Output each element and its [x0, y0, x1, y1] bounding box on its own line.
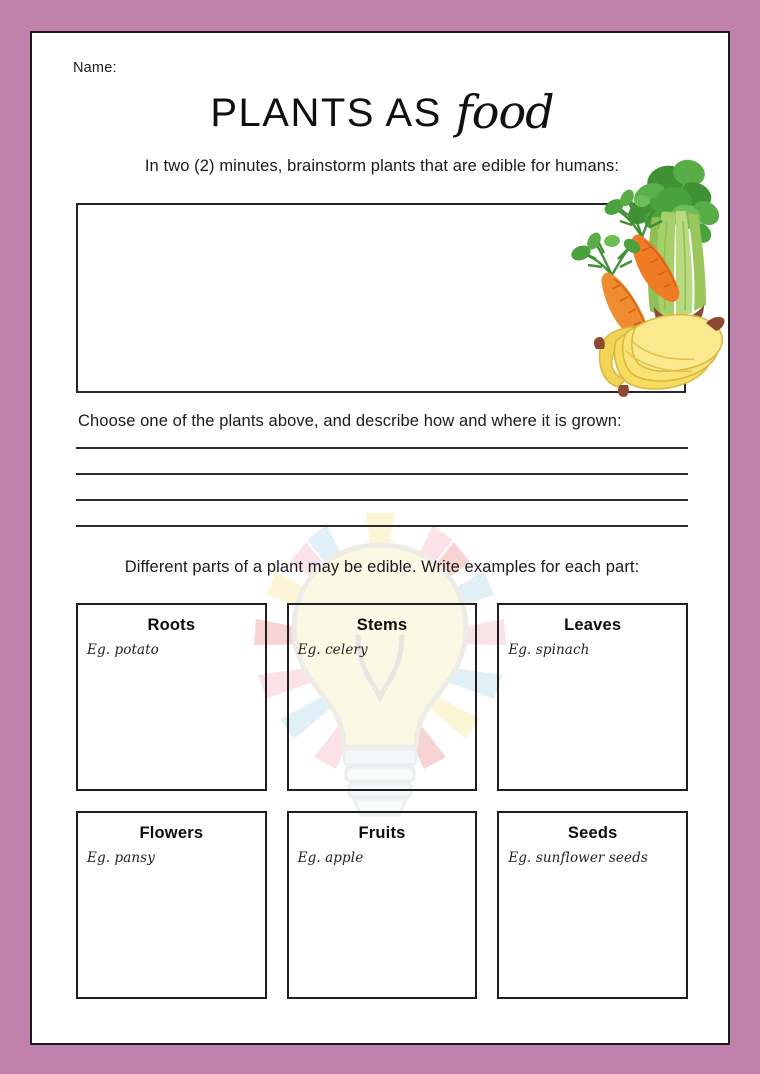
part-example: Eg. apple: [297, 850, 364, 866]
part-box-stems[interactable]: [287, 603, 478, 791]
ruled-line[interactable]: [76, 473, 688, 475]
part-box-leaves[interactable]: [497, 603, 688, 791]
part-title: Roots: [147, 616, 196, 634]
part-title: Flowers: [139, 824, 204, 842]
part-title: Fruits: [358, 824, 406, 842]
ruled-line[interactable]: [76, 525, 688, 527]
part-box-roots[interactable]: [76, 603, 267, 791]
part-box-seeds[interactable]: [497, 811, 688, 999]
worksheet-page: [30, 31, 730, 1045]
ruled-lines-group: [76, 447, 688, 527]
part-example: Eg. sunflower seeds: [508, 850, 648, 866]
plant-parts-row: [76, 811, 688, 999]
plant-parts-row: [76, 603, 688, 791]
part-title: Leaves: [564, 616, 622, 634]
part-title: Stems: [356, 616, 408, 634]
part-example: Eg. pansy: [87, 850, 155, 866]
part-example: Eg. celery: [297, 642, 368, 658]
part-example: Eg. spinach: [508, 642, 590, 658]
page-title: [32, 83, 730, 137]
prompt-describe: Choose one of the plants above, and describe how and where it is grown:: [78, 412, 622, 430]
part-box-flowers[interactable]: [76, 811, 267, 999]
brainstorm-answer-box[interactable]: [76, 203, 686, 393]
name-label: Name:: [73, 60, 117, 76]
prompt-brainstorm: In two (2) minutes, brainstorm plants that are edible for humans:: [144, 157, 620, 175]
part-title: Seeds: [567, 824, 618, 842]
page-title-main: PLANTS AS: [210, 91, 442, 135]
ruled-line[interactable]: [76, 499, 688, 501]
prompt-plant-parts: Different parts of a plant may be edible. Write examples for each part:: [124, 558, 640, 576]
plant-parts-grid: [76, 603, 688, 999]
part-box-fruits[interactable]: [287, 811, 478, 999]
part-example: Eg. potato: [87, 642, 159, 658]
ruled-line[interactable]: [76, 447, 688, 449]
page-title-script: food: [455, 85, 554, 139]
